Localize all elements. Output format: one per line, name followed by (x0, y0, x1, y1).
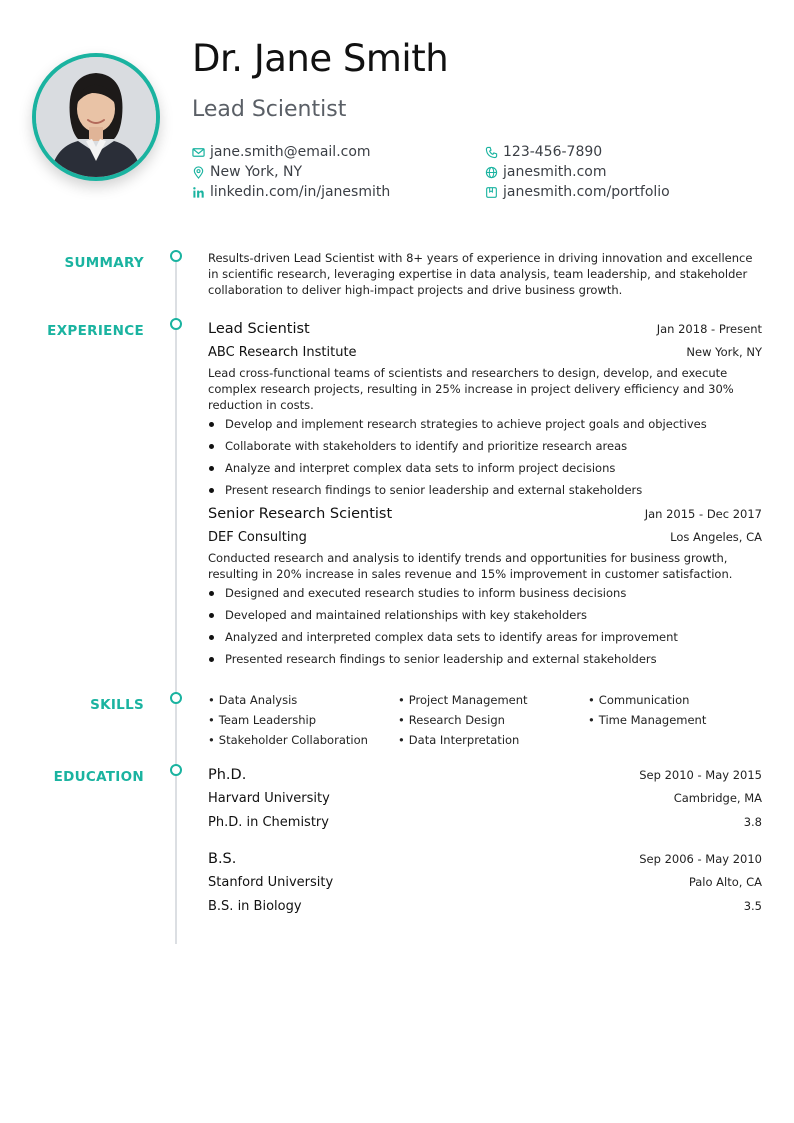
experience-item (208, 504, 762, 673)
candidate-name: Dr. Jane Smith (192, 37, 449, 80)
job-title: Lead Scientist (208, 321, 310, 337)
job-bullet: Analyzed and interpreted complex data sets to identify areas for improvement (208, 629, 762, 645)
edu-field: B.S. in Biology (208, 899, 302, 914)
contact-location-text: New York, NY (210, 164, 303, 180)
edu-school: Stanford University (208, 875, 334, 890)
skill-item: • Project Management (398, 692, 588, 708)
edu-field: Ph.D. in Chemistry (208, 815, 329, 830)
job-bullet: Develop and implement research strategies to achieve project goals and objectives (208, 416, 762, 432)
job-bullet: Developed and maintained relationships with key stakeholders (208, 607, 762, 623)
edu-date: Sep 2006 - May 2010 (639, 852, 762, 866)
edu-school: Harvard University (208, 791, 330, 806)
contact-website-text: janesmith.com (503, 164, 607, 180)
contact-website[interactable] (485, 163, 607, 181)
skill-item: • Team Leadership (208, 712, 398, 728)
contact-linkedin-text: linkedin.com/in/janesmith (210, 184, 391, 200)
job-title: Senior Research Scientist (208, 506, 393, 522)
contact-email[interactable] (192, 143, 371, 161)
contact-email-text: jane.smith@email.com (210, 144, 371, 160)
job-bullet: Presented research findings to senior leadership and external stakeholders (208, 651, 762, 667)
education-item (208, 849, 762, 916)
job-bullet: Present research findings to senior leadership and external stakeholders (208, 482, 762, 498)
contact-phone[interactable] (485, 143, 602, 161)
job-date: Jan 2018 - Present (656, 322, 762, 336)
edu-gpa: 3.5 (743, 899, 762, 913)
edu-date: Sep 2010 - May 2015 (639, 768, 762, 782)
timeline-dot-education (170, 764, 182, 776)
job-location: New York, NY (686, 345, 762, 359)
contact-linkedin[interactable] (192, 183, 390, 201)
job-bullet: Designed and executed research studies to inform business decisions (208, 585, 762, 601)
contact-phone-text: 123-456-7890 (503, 144, 603, 160)
skill-item: • Data Analysis (208, 692, 398, 708)
skill-item: • Data Interpretation (398, 732, 588, 748)
job-date: Jan 2015 - Dec 2017 (644, 507, 762, 521)
section-title-summary: SUMMARY (64, 255, 144, 271)
contact-portfolio-text: janesmith.com/portfolio (503, 184, 670, 200)
portrait-illustration (36, 57, 156, 177)
edu-location: Cambridge, MA (673, 791, 762, 805)
job-description: Lead cross-functional teams of scientists and researchers to design, develop, and execute complex research projects, resulting in 25% increase in project delivery efficiency and 30% reduction in costs. (208, 366, 734, 412)
linkedin-icon (192, 186, 205, 199)
timeline-dot-summary (170, 250, 182, 262)
skill-item: • Research Design (398, 712, 588, 728)
job-company: ABC Research Institute (208, 345, 357, 360)
globe-icon (485, 166, 498, 179)
contact-portfolio[interactable] (485, 183, 670, 201)
job-bullet: Analyze and interpret complex data sets to inform project decisions (208, 460, 762, 476)
experience-item (208, 319, 762, 504)
section-title-skills: SKILLS (90, 697, 144, 713)
skills-grid (208, 692, 768, 748)
location-pin-icon (192, 166, 205, 179)
job-bullet: Collaborate with stakeholders to identify and prioritize research areas (208, 438, 762, 454)
candidate-role: Lead Scientist (192, 97, 347, 122)
section-title-education: EDUCATION (53, 769, 144, 785)
contact-location (192, 163, 302, 181)
summary-text: Results-driven Lead Scientist with 8+ years of experience in driving innovation and excellence in scientific research, leveraging expertise in data analysis, team leadership, and stakeholder collaboration to deliver high-impact projects and drive business growth. (208, 251, 753, 297)
edu-degree: Ph.D. (208, 767, 247, 783)
section-title-experience: EXPERIENCE (47, 323, 144, 339)
skill-item: • Stakeholder Collaboration (208, 732, 398, 748)
skill-item: • Communication (588, 692, 768, 708)
timeline-line (175, 262, 177, 944)
job-description: Conducted research and analysis to identify trends and opportunities for business growth, resulting in 20% increase in sales revenue and 15% improvement in customer satisfaction. (208, 551, 733, 581)
timeline-dot-skills (170, 692, 182, 704)
phone-icon (485, 146, 498, 159)
timeline-dot-experience (170, 318, 182, 330)
edu-location: Palo Alto, CA (688, 875, 762, 889)
portfolio-icon (485, 186, 498, 199)
job-location: Los Angeles, CA (670, 530, 762, 544)
edu-degree: B.S. (208, 851, 237, 867)
education-item (208, 765, 762, 832)
skill-item: • Time Management (588, 712, 768, 728)
job-bullets (208, 416, 762, 498)
mail-icon (192, 146, 205, 159)
job-bullets (208, 585, 762, 667)
job-company: DEF Consulting (208, 530, 307, 545)
edu-gpa: 3.8 (743, 815, 762, 829)
profile-photo (32, 53, 160, 181)
